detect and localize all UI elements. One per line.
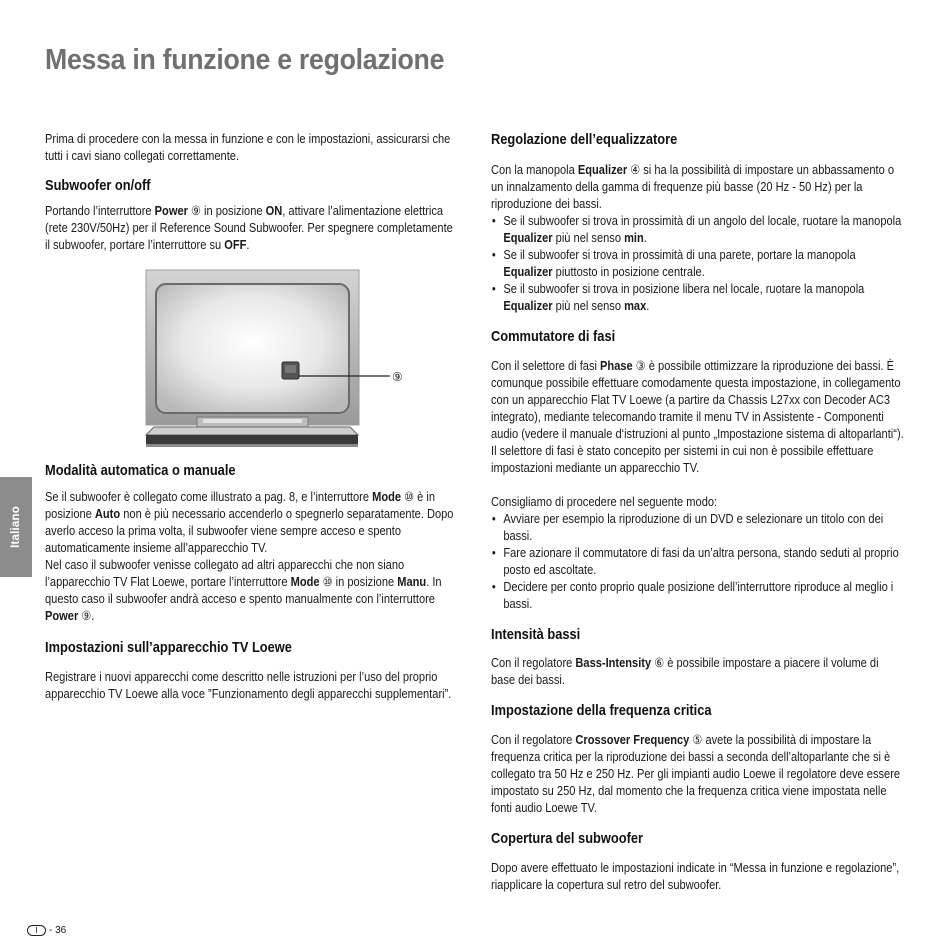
list-item: • Decidere per conto proprio quale posizione dell’interruttore riproduce al meglio i bassi. — [491, 579, 905, 613]
heading-subwoofer-onoff: Subwoofer on/off — [45, 178, 151, 194]
fasi-paragraph: Con il selettore di fasi Phase ③ è possibile ottimizzare la riproduzione dei bassi. È comunque possibile effettuare comodamente questa impostazione, in collegamento con un apparecchio Flat TV Loewe (a partire da Chassis L27xx con Decoder AC3 integrato), mediante telecomando tramite il menu TV in Assistente - Componenti audio (vedere il manuale d‘istruzioni al punto „Impostazione sistema di altoparlanti“). Il selettore di fasi è stato concepito per sistemi in cui non è possibile effettuare impostazioni mediante un apparecchio TV. — [491, 359, 904, 475]
list-item: • Se il subwoofer si trova in posizione libera nel locale, ruotare la manopola Equalizer più nel senso max. — [491, 281, 905, 315]
right-column — [491, 131, 909, 894]
list-item: • Se il subwoofer si trova in prossimità di un angolo del locale, ruotare la manopola Equalizer più nel senso min. — [491, 213, 905, 247]
right-column-content — [491, 131, 905, 894]
subwoofer-illustration — [145, 269, 407, 451]
heading-intensita: Intensità bassi — [491, 627, 581, 643]
list-item: • Avviare per esempio la riproduzione di un DVD e selezionare un titolo con dei bassi. — [491, 511, 905, 545]
page-title: Messa in funzione e regolazione — [45, 44, 445, 76]
heading-modalita: Modalità automatica o manuale — [45, 463, 236, 479]
copertura-paragraph: Dopo avere effettuato le impostazioni indicate in “Messa in funzione e regolazione”, riapplicare la copertura sul retro del subwoofer. — [491, 861, 900, 892]
intro-paragraph: Prima di procedere con la messa in funzione e con le impostazioni, assicurarsi che tutti i cavi siano collegati correttamente. — [45, 132, 451, 163]
equalizzatore-paragraph: Con la manopola Equalizer ④ si ha la possibilità di impostare un abbassamento o un innalzamento della gamma di frequenze più basse (20 Hz - 50 Hz) per la riproduzione dei bassi. — [491, 163, 894, 211]
list-item: • Se il subwoofer si trova in prossimità di una parete, portare la manopola Equalizer piuttosto in posizione centrale. — [491, 247, 905, 281]
page-footer — [27, 925, 66, 936]
impostazioni-paragraph: Registrare i nuovi apparecchi come descritto nelle istruzioni per l’uso del proprio apparecchio TV Loewe alla voce ”Funzionamento degli apparecchi supplementari”. — [45, 670, 452, 701]
equalizzatore-list — [491, 213, 905, 315]
list-item: • Fare azionare il commutatore di fasi da un’altra persona, stando seduti al proprio posto ed ascoltate. — [491, 545, 905, 579]
modalita-paragraph-1: Se il subwoofer è collegato come illustrato a pag. 8, e l’interruttore Mode ⑩ è in posizione Auto non è più necessario accenderlo o spegnerlo separatamente. Dopo averlo acceso la prima volta, il subwoofer viene sempre acceso e spento automaticamente insieme all’apparecchio TV. — [45, 490, 454, 555]
heading-equalizzatore: Regolazione dell’equalizzatore — [491, 132, 678, 148]
language-tab — [0, 477, 32, 577]
intensita-paragraph: Con il regolatore Bass-Intensity ⑥ è possibile impostare a piacere il volume di base dei bassi. — [491, 656, 879, 687]
frequenza-paragraph: Con il regolatore Crossover Frequency ⑤ avete la possibilità di impostare la frequenza critica per la riproduzione dei bassi a seconda dell’altoparlante che si è collegato tra 50 Hz e 250 Hz. Per gli impianti audio Loewe il regolatore deve essere impostato su 250 Hz, dal momento che la frequenza critica viene impostata nelle fonti audio Loewe TV. — [491, 733, 901, 815]
modalita-paragraph-2: Nel caso il subwoofer venisse collegato ad altri apparecchi che non siano l’apparecchio TV Flat Loewe, portare l’interruttore Mode ⑩ in posizione Manu. In questo caso il subwoofer andrà acceso e spento manualmente con l’interruttore Power ⑨. — [45, 558, 442, 623]
fasi-advice: Consigliamo di procedere nel seguente modo: — [491, 495, 718, 509]
subwoofer-onoff-paragraph: Portando l’interruttore Power ⑨ in posizione ON, attivare l’alimentazione elettrica (rete 230V/50Hz) per il Reference Sound Subwoofer. Per spegnere completamente il subwoofer, portare l’interruttore su OFF. — [45, 204, 453, 252]
heading-frequenza: Impostazione della frequenza critica — [491, 703, 712, 719]
language-tab-label: Italiano — [10, 506, 23, 548]
page-number: - 36 — [49, 925, 67, 936]
heading-fasi: Commutatore di fasi — [491, 329, 616, 345]
figure-callout-number: ⑨ — [392, 370, 403, 384]
fasi-list — [491, 511, 905, 613]
language-badge: I — [27, 925, 46, 936]
heading-copertura: Copertura del subwoofer — [491, 831, 643, 847]
heading-impostazioni: Impostazioni sull’apparecchio TV Loewe — [45, 640, 292, 656]
